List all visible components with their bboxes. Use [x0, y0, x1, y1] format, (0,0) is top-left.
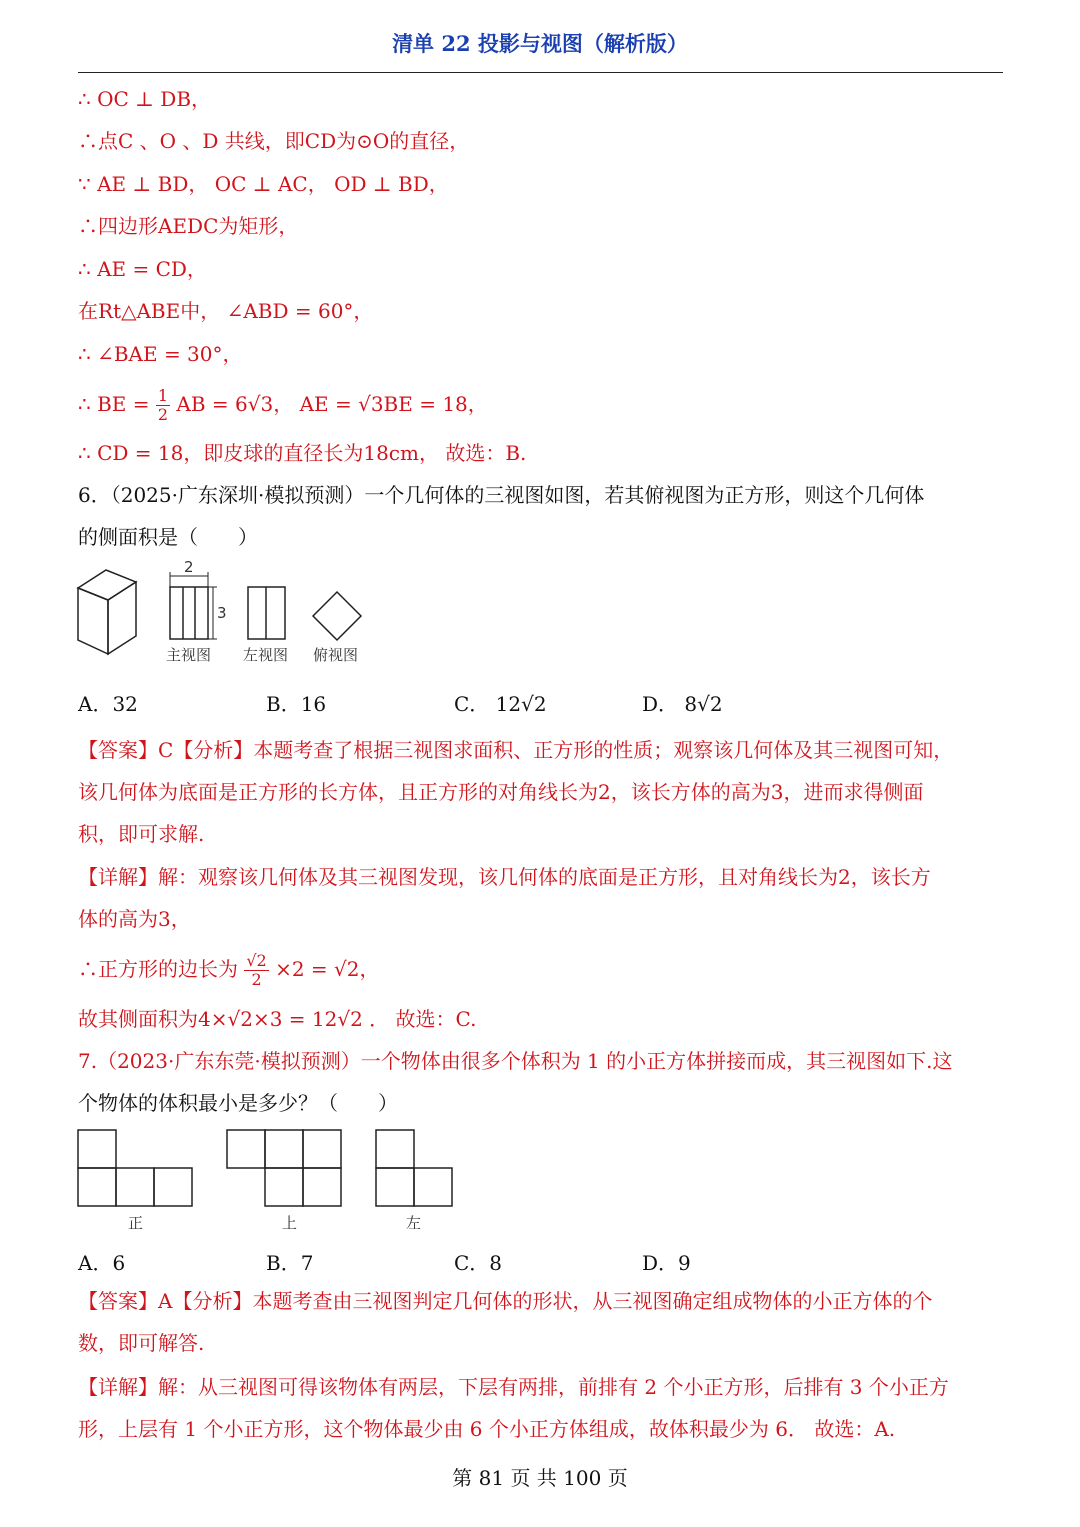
label-left-view: 左视图	[243, 646, 289, 664]
q6-option-a: A．32	[78, 692, 138, 716]
proof-line-9: ∴ CD = 18，即皮球的直径长为18cm， 故选：B.	[78, 441, 527, 465]
proof-line-1: ∴ OC ⊥ DB，	[78, 87, 212, 111]
label-front-view: 正	[128, 1214, 144, 1232]
q6-detail-line-3-start: ∴正方形的边长为	[78, 957, 238, 981]
cuboid-drawing	[78, 570, 136, 654]
top-view-drawing	[313, 592, 361, 640]
q7-detail-line-2: 形，上层有 1 个小正方形，这个物体最少由 6 个小正方体组成，故体积最少为 6． 故选：A.	[78, 1417, 896, 1441]
q6-detail-line-2: 体的高为3，	[78, 907, 191, 931]
proof-line-8-end: AB = 6√3， AE = √3BE = 18，	[176, 392, 488, 416]
q6-three-view-figure	[70, 560, 380, 670]
proof-line-7: ∴ ∠BAE = 30°，	[78, 342, 243, 366]
q7-answer-line-1: 【答案】A【分析】本题考查由三视图判定几何体的形状，从三视图确定组成物体的小正方体的个	[78, 1289, 933, 1313]
proof-line-6: 在Rt△ABE中， ∠ABD = 60°，	[78, 299, 374, 323]
q6-option-c: C． 12√2	[454, 692, 547, 716]
q6-detail-line-4: 故其侧面积为4×√2×3 = 12√2 ． 故选：C.	[78, 1007, 477, 1031]
q6-detail-line-1: 【详解】解：观察该几何体及其三视图发现，该几何体的底面是正方形，且对角线长为2，该长方	[78, 865, 931, 889]
left-view-grid	[376, 1130, 452, 1206]
fraction-root2-over-2	[244, 952, 268, 989]
proof-line-5: ∴ AE = CD，	[78, 257, 207, 281]
q7-stem-line-2: 个物体的体积最小是多少？（ ）	[78, 1091, 398, 1115]
page-footer: 第 81 页 共 100 页	[452, 1466, 628, 1490]
dim-label-3: 3	[217, 604, 227, 622]
q7-three-view-figure	[70, 1124, 470, 1236]
label-top-view: 上	[282, 1214, 298, 1232]
q7-answer-line-2: 数，即可解答.	[78, 1331, 205, 1355]
q6-answer-line-3: 积，即可求解.	[78, 822, 205, 846]
q7-option-c: C．8	[454, 1251, 503, 1275]
label-top-view: 俯视图	[313, 646, 359, 664]
q6-detail-line-3-end: ×2 = √2，	[275, 957, 380, 981]
q7-option-b: B．7	[266, 1251, 314, 1275]
front-view-grid	[78, 1130, 192, 1206]
fraction-numerator: 1	[157, 386, 169, 405]
proof-line-2: ∴点C 、O 、D 共线，即CD为⊙O的直径，	[78, 129, 470, 153]
proof-line-4: ∴四边形AEDC为矩形，	[78, 214, 299, 238]
left-view-drawing	[248, 587, 285, 639]
proof-line-3: ∵ AE ⊥ BD， OC ⊥ AC， OD ⊥ BD，	[78, 172, 449, 196]
q7-option-d: D．9	[642, 1251, 691, 1275]
q6-option-d: D． 8√2	[642, 692, 723, 716]
q6-detail-line-3	[78, 946, 380, 992]
label-front-view: 主视图	[166, 646, 212, 664]
page-header-title: 清单 22 投影与视图（解析版）	[392, 31, 688, 56]
q6-stem-line-1: 6．（2025·广东深圳·模拟预测）一个几何体的三视图如图，若其俯视图为正方形，则这个几何体	[78, 483, 925, 507]
proof-line-8-start: ∴ BE =	[78, 392, 150, 416]
dim-label-2: 2	[184, 560, 194, 576]
q7-stem-line-1: 7.（2023·广东东莞·模拟预测）一个物体由很多个体积为 1 的小正方体拼接而成，其三视图如下.这	[78, 1049, 953, 1073]
fraction-numerator: √2	[246, 951, 267, 970]
q6-answer-line-2: 该几何体为底面是正方形的长方体，且正方形的对角线长为2，该长方体的高为3，进而求得侧面	[78, 780, 924, 804]
q6-answer-line-1: 【答案】C【分析】本题考查了根据三视图求面积、正方形的性质；观察该几何体及其三视图可知，	[78, 738, 954, 762]
front-view-drawing	[170, 572, 217, 639]
top-view-grid	[227, 1130, 341, 1206]
fraction-one-half	[156, 387, 170, 424]
q7-option-a: A．6	[78, 1251, 126, 1275]
label-left-view: 左	[406, 1214, 422, 1232]
fraction-denominator: 2	[157, 405, 169, 424]
fraction-denominator: 2	[251, 970, 262, 989]
q6-option-b: B．16	[266, 692, 327, 716]
q6-stem-line-2: 的侧面积是（ ）	[78, 525, 258, 549]
q7-detail-line-1: 【详解】解：从三视图可得该物体有两层，下层有两排，前排有 2 个小正方形，后排有 3 个小正方	[78, 1375, 949, 1399]
header-rule	[78, 72, 1003, 73]
proof-line-8	[78, 382, 488, 426]
